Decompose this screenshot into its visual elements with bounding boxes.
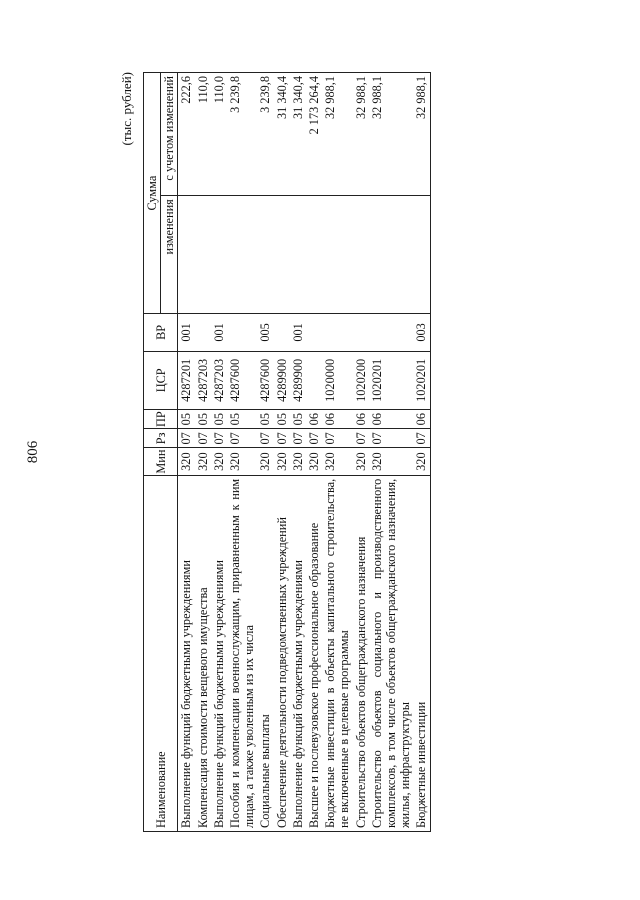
header-vr: ВР (144, 314, 178, 351)
header-rz: Рз (144, 429, 178, 448)
header-min: Мин (144, 448, 178, 475)
cell-rz: 07 (353, 429, 369, 448)
table-row (413, 73, 430, 832)
cell-min: 320 (322, 448, 352, 475)
table-body (178, 73, 430, 832)
cell-min: 320 (413, 448, 430, 475)
cell-name: Выполнение функций бюджетными учреждениями (178, 475, 195, 831)
cell-rz: 07 (211, 429, 227, 448)
cell-vr: 001 (290, 314, 306, 351)
cell-vr (274, 314, 290, 351)
cell-rz: 07 (257, 429, 273, 448)
cell-vr (353, 314, 369, 351)
cell-changes (413, 196, 430, 314)
table-row (353, 73, 369, 832)
cell-changes (195, 196, 211, 314)
cell-min: 320 (178, 448, 195, 475)
cell-vr (227, 314, 257, 351)
cell-total: 2 173 264,4 (306, 73, 322, 196)
cell-rz: 07 (290, 429, 306, 448)
table-row (306, 73, 322, 832)
cell-csr: 1020000 (322, 351, 352, 410)
unit-note: (тыс. рублей) (119, 72, 134, 146)
cell-min: 320 (369, 448, 414, 475)
cell-min: 320 (274, 448, 290, 475)
cell-pr: 05 (195, 410, 211, 429)
budget-table (143, 72, 431, 832)
table-row (227, 73, 257, 832)
cell-changes (369, 196, 414, 314)
table-row (257, 73, 273, 832)
cell-total: 110,0 (195, 73, 211, 196)
cell-rz: 07 (413, 429, 430, 448)
cell-name: Компенсация стоимости вещевого имущества (195, 475, 211, 831)
cell-pr: 06 (353, 410, 369, 429)
header-changes: изменения (161, 196, 178, 314)
cell-min: 320 (290, 448, 306, 475)
cell-vr (322, 314, 352, 351)
cell-vr: 005 (257, 314, 273, 351)
cell-pr: 05 (178, 410, 195, 429)
cell-changes (227, 196, 257, 314)
cell-name: Выполнение функций бюджетными учреждениями (211, 475, 227, 831)
cell-pr: 06 (413, 410, 430, 429)
cell-changes (353, 196, 369, 314)
cell-min: 320 (257, 448, 273, 475)
cell-rz: 07 (306, 429, 322, 448)
cell-changes (257, 196, 273, 314)
header-name: Наименование (144, 475, 178, 831)
cell-changes (178, 196, 195, 314)
cell-name: Строительство объектов социального и производственного комплексов, в том числе объектов общегражданского назначения, жилья, инфраструктуры (369, 475, 414, 831)
cell-name: Социальные выплаты (257, 475, 273, 831)
cell-pr: 06 (369, 410, 414, 429)
cell-csr: 1020201 (369, 351, 414, 410)
cell-vr: 001 (211, 314, 227, 351)
cell-total: 32 988,1 (413, 73, 430, 196)
cell-changes (290, 196, 306, 314)
cell-csr: 4287600 (227, 351, 257, 410)
cell-total: 32 988,1 (322, 73, 352, 196)
cell-pr: 05 (227, 410, 257, 429)
rotated-table-block (25, 72, 593, 832)
cell-min: 320 (195, 448, 211, 475)
header-csr: ЦСР (144, 351, 178, 410)
cell-csr: 4287201 (178, 351, 195, 410)
cell-name: Строительство объектов общегражданского назначения (353, 475, 369, 831)
cell-csr: 1020200 (353, 351, 369, 410)
cell-rz: 07 (178, 429, 195, 448)
cell-rz: 07 (227, 429, 257, 448)
cell-min: 320 (211, 448, 227, 475)
cell-changes (211, 196, 227, 314)
cell-total: 3 239,8 (257, 73, 273, 196)
cell-csr: 4287600 (257, 351, 273, 410)
cell-vr (369, 314, 414, 351)
cell-min: 320 (227, 448, 257, 475)
cell-total: 31 340,4 (290, 73, 306, 196)
cell-vr (195, 314, 211, 351)
cell-pr: 05 (274, 410, 290, 429)
cell-rz: 07 (274, 429, 290, 448)
cell-pr: 05 (290, 410, 306, 429)
cell-changes (322, 196, 352, 314)
cell-name: Бюджетные инвестиции в объекты капитального строительства, не включенные в целевые программы (322, 475, 352, 831)
table-row (369, 73, 414, 832)
header-pr: ПР (144, 410, 178, 429)
header-sum: Сумма (144, 73, 161, 314)
page-number: 806 (25, 440, 41, 464)
cell-rz: 07 (322, 429, 352, 448)
cell-pr: 05 (211, 410, 227, 429)
cell-vr: 003 (413, 314, 430, 351)
table-row (211, 73, 227, 832)
cell-csr: 4289900 (274, 351, 290, 410)
cell-total: 32 988,1 (369, 73, 414, 196)
cell-csr: 4287203 (195, 351, 211, 410)
cell-vr: 001 (178, 314, 195, 351)
cell-rz: 07 (195, 429, 211, 448)
cell-pr: 06 (306, 410, 322, 429)
cell-pr: 05 (257, 410, 273, 429)
table-row (178, 73, 195, 832)
cell-csr (306, 351, 322, 410)
cell-csr: 4287203 (211, 351, 227, 410)
cell-name: Выполнение функций бюджетными учреждениями (290, 475, 306, 831)
cell-total: 222,6 (178, 73, 195, 196)
cell-min: 320 (306, 448, 322, 475)
cell-total: 3 239,8 (227, 73, 257, 196)
header-with-changes: с учетом изменений (161, 73, 178, 196)
cell-vr (306, 314, 322, 351)
cell-changes (274, 196, 290, 314)
table-row (322, 73, 352, 832)
cell-total: 110,0 (211, 73, 227, 196)
cell-min: 320 (353, 448, 369, 475)
cell-total: 32 988,1 (353, 73, 369, 196)
cell-csr: 4289900 (290, 351, 306, 410)
cell-name: Бюджетные инвестиции (413, 475, 430, 831)
cell-changes (306, 196, 322, 314)
table-row (274, 73, 290, 832)
cell-name: Обеспечение деятельности подведомственных учреждений (274, 475, 290, 831)
cell-pr: 06 (322, 410, 352, 429)
cell-name: Пособия и компенсации военнослужащим, приравненным к ним лицам, а также уволенным из их числа (227, 475, 257, 831)
cell-csr: 1020201 (413, 351, 430, 410)
cell-total: 31 340,4 (274, 73, 290, 196)
table-row (195, 73, 211, 832)
table-row (290, 73, 306, 832)
cell-rz: 07 (369, 429, 414, 448)
cell-name: Высшее и послевузовское профессиональное образование (306, 475, 322, 831)
